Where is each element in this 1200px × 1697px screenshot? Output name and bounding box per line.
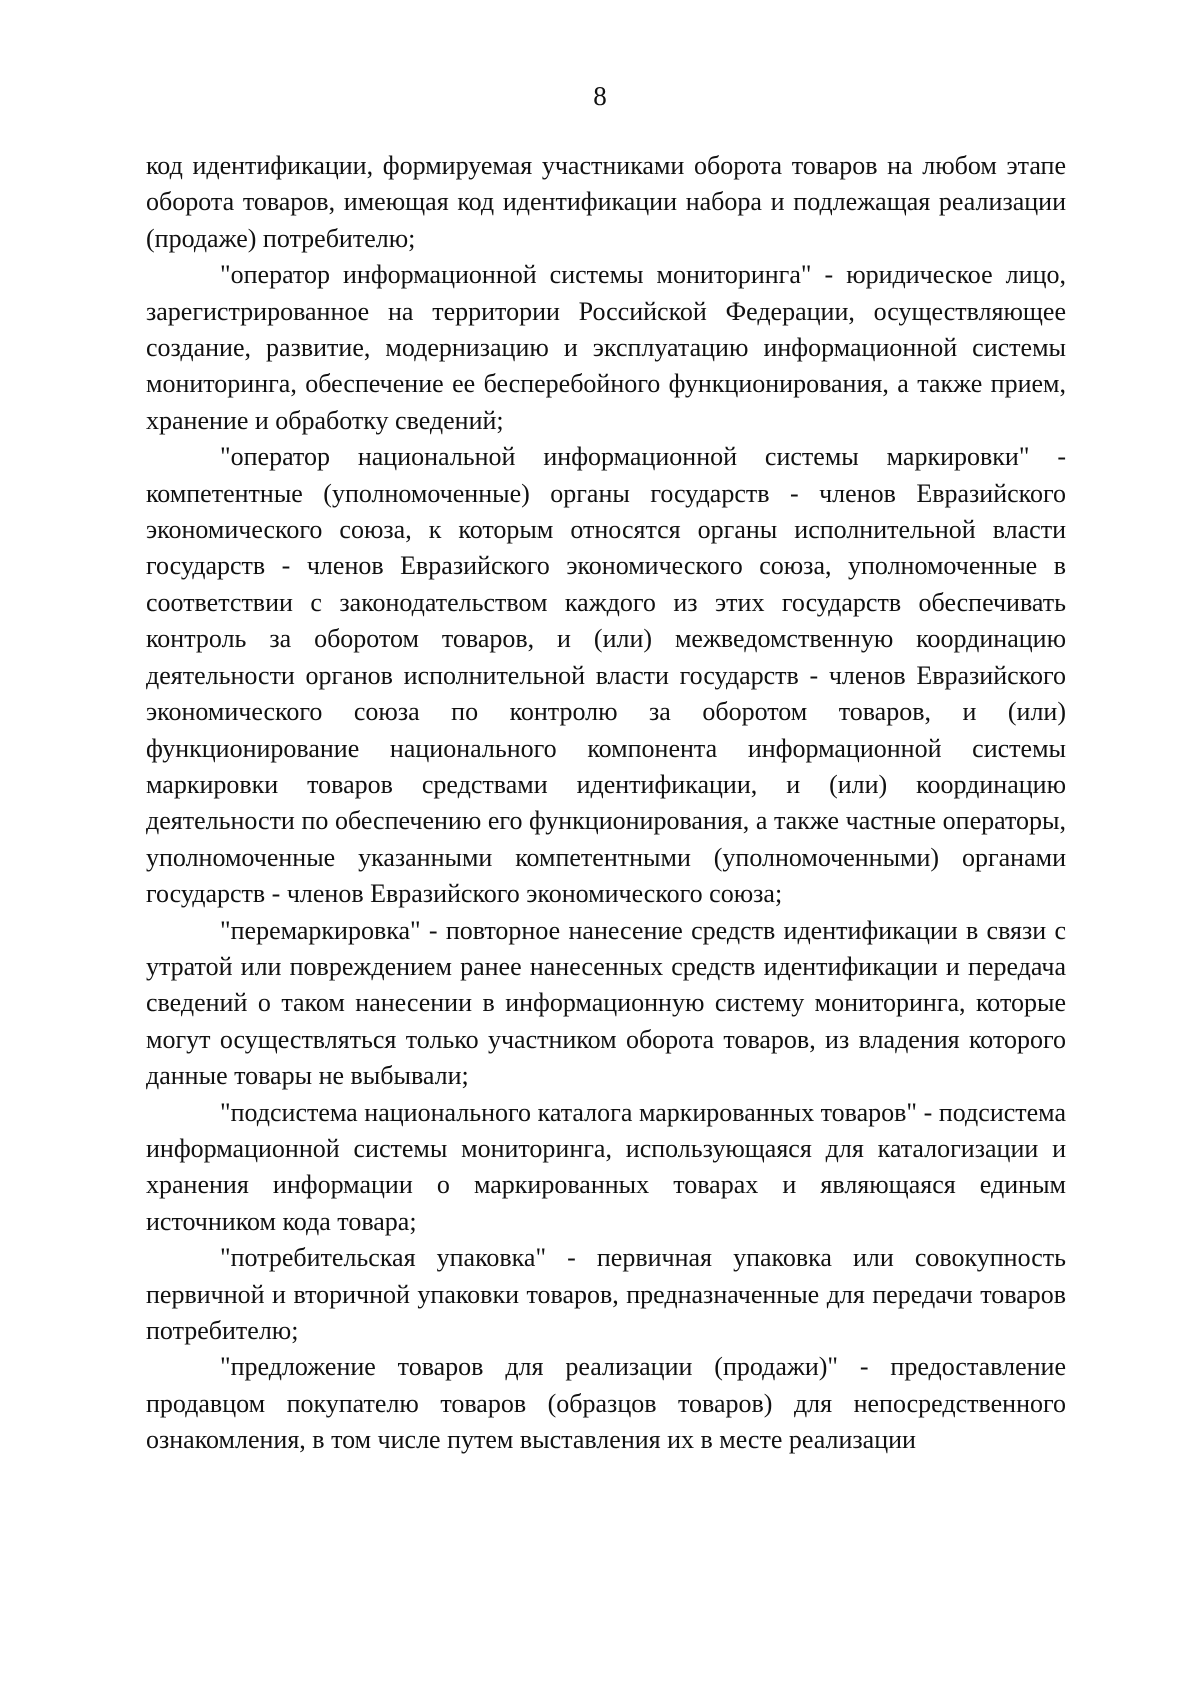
page-number: 8 — [593, 81, 607, 111]
paragraph-monitoring-system-operator: "оператор информационной системы мониторинга" - юридическое лицо, зарегистрированное на территории Российской Федерации, осуществляющее создание, развитие, модернизацию и эксплуатацию информационной системы мониторинга, обеспечение ее бесперебойного функционирования, а также прием, хранение и обработку сведений; — [146, 260, 1066, 435]
paragraph-consumer-packaging: "потребительская упаковка" - первичная упаковка или совокупность первичной и вторичной упаковки товаров, предназначенные для передачи товаров потребителю; — [146, 1243, 1066, 1345]
paragraph-code-definition-continuation: код идентификации, формируемая участниками оборота товаров на любом этапе оборота товаров, имеющая код идентификации набора и подлежащая реализации (продаже) потребителю; — [146, 151, 1066, 253]
paragraph-national-catalog-subsystem: "подсистема национального каталога маркированных товаров" - подсистема информационной системы мониторинга, использующаяся для каталогизации и хранения информации о маркированных товарах и являющаяся единым источником кода товара; — [146, 1097, 1066, 1236]
document-body — [146, 148, 1066, 1459]
paragraph-remarking: "перемаркировка" - повторное нанесение средств идентификации в связи с утратой или повреждением ранее нанесенных средств идентификации и передача сведений о таком нанесении в информационную систему мониторинга, которые могут осуществляться только участником оборота товаров, из владения которого данные товары не выбывали; — [146, 915, 1066, 1091]
paragraph-goods-offer-for-sale: "предложение товаров для реализации (продажи)" - предоставление продавцом покупателю товаров (образцов товаров) для непосредственного ознакомления, в том числе путем выставления их в месте реализации — [146, 1352, 1066, 1455]
paragraph-national-marking-system-operator: "оператор национальной информационной системы маркировки" - компетентные (уполномоченные) органы государств - членов Евразийского экономического союза, к которым относятся органы исполнительной власти государств - членов Евразийского экономического союза, уполномоченные в соответствии с законодательством каждого из этих государств обеспечивать контроль за оборотом товаров, и (или) межведомственную координацию деятельности органов исполнительной власти государств - членов Евразийского экономического союза по контролю за оборотом товаров, и (или) функционирование национального компонента информационной системы маркировки товаров средствами идентификации, и (или) координацию деятельности по обеспечению его функционирования, а также частные операторы, уполномоченные указанными компетентными (уполномоченными) органами государств - членов Евразийского экономического союза; — [146, 442, 1066, 909]
